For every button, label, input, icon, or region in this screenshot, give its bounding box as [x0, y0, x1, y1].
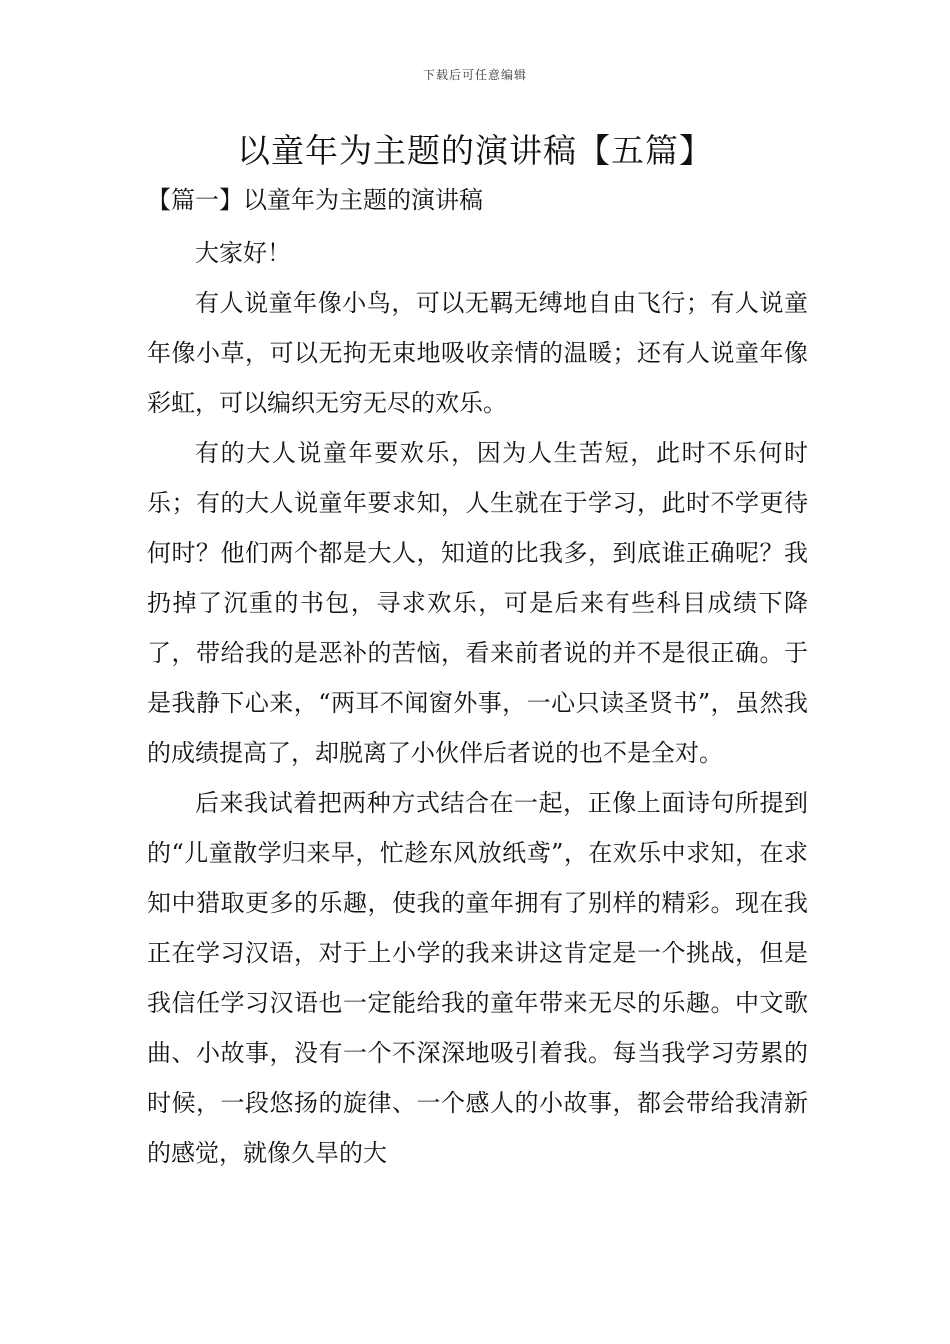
- header-note: 下载后可任意编辑: [422, 68, 527, 82]
- body-text: [147, 228, 808, 1178]
- section-heading: 【篇一】以童年为主题的演讲稿: [147, 186, 483, 214]
- document-title: 以童年为主题的演讲稿【五篇】: [237, 131, 713, 170]
- paragraph: 后来我试着把两种方式结合在一起，正像上面诗句所提到的“儿童散学归来早，忙趁东风放纸鸢”，在欢乐中求知，在求知中猎取更多的乐趣，使我的童年拥有了别样的精彩。现在我正在学习汉语，对于上小学的我来讲这肯定是一个挑战，但是我信任学习汉语也一定能给我的童年带来无尽的乐趣。中文歌曲、小故事，没有一个不深深地吸引着我。每当我学习劳累的时候，一段悠扬的旋律、一个感人的小故事，都会带给我清新的感觉，就像久旱的大: [147, 789, 808, 1167]
- greeting-paragraph: 大家好！: [195, 239, 291, 267]
- paragraph: 有的大人说童年要欢乐，因为人生苦短，此时不乐何时乐；有的大人说童年要求知，人生就在于学习，此时不学更待何时？他们两个都是大人，知道的比我多，到底谁正确呢？我扔掉了沉重的书包，寻求欢乐，可是后来有些科目成绩下降了，带给我的是恶补的苦恼，看来前者说的并不是很正确。于是我静下心来，“两耳不闻窗外事，一心只读圣贤书”，虽然我的成绩提高了，却脱离了小伙伴后者说的也不是全对。: [147, 439, 808, 767]
- paragraph: 有人说童年像小鸟，可以无羁无缚地自由飞行；有人说童年像小草，可以无拘无束地吸收亲情的温暖；还有人说童年像彩虹，可以编织无穷无尽的欢乐。: [147, 289, 808, 417]
